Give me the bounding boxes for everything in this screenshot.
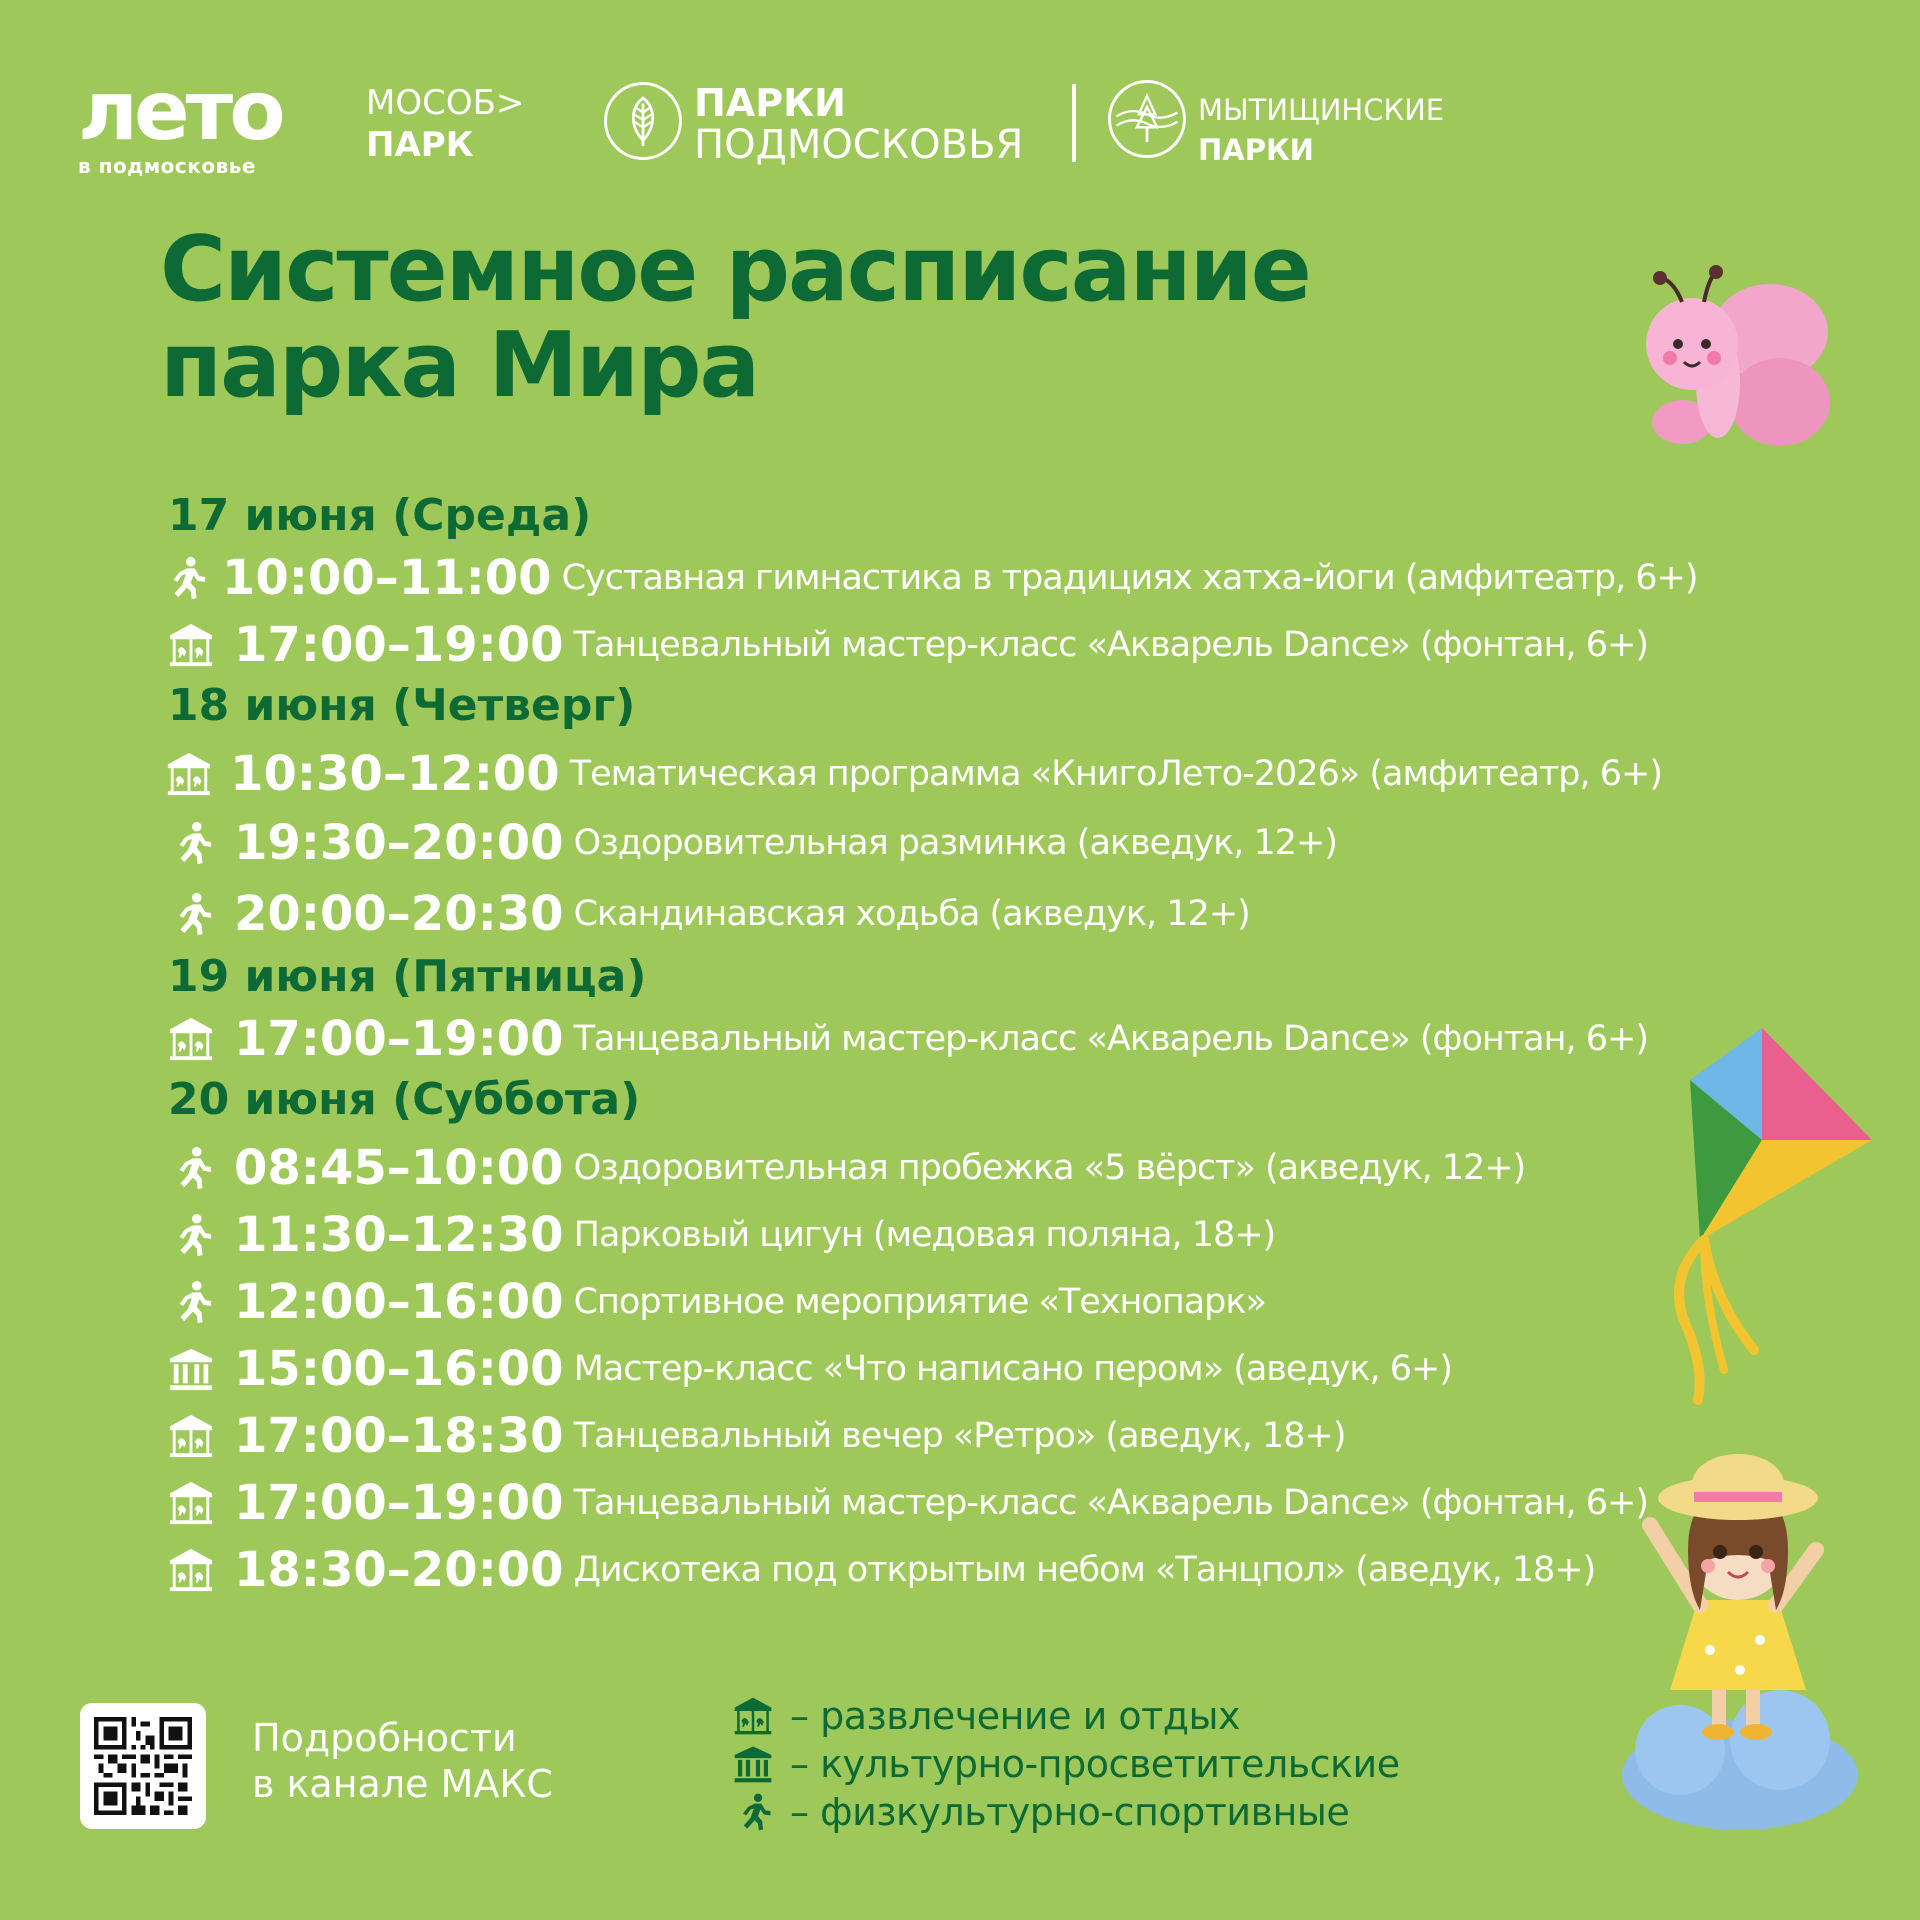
details-line1: Подробности: [252, 1716, 517, 1760]
carousel-icon: [162, 621, 220, 669]
event-description: Мастер-класс «Что написано пером» (аведук, 6+): [573, 1348, 1453, 1389]
carousel-icon: [730, 1696, 776, 1736]
event-time: 15:00–16:00: [234, 1340, 564, 1397]
event-time: 18:30–20:00: [234, 1541, 564, 1598]
sport-runner-icon: [162, 1278, 220, 1326]
event-time: 17:00–19:00: [234, 1474, 564, 1531]
leto-logo: [78, 64, 308, 178]
legend-item: [730, 1740, 1400, 1788]
day-header: 20 июня (Суббота): [168, 1074, 641, 1125]
event-description: Танцевальный мастер-класс «Акварель Dance» (фонтан, 6+): [573, 1018, 1648, 1059]
event-row: [162, 1469, 1662, 1536]
parki-line1: ПАРКИ: [694, 81, 846, 125]
legend: [730, 1692, 1400, 1836]
legend-label: – культурно-просветительские: [790, 1742, 1400, 1786]
sport-runner-icon: [162, 554, 208, 602]
event-row: [162, 544, 1698, 611]
event-row: [162, 1536, 1662, 1603]
event-time: 12:00–16:00: [234, 1273, 564, 1330]
event-description: Суставная гимнастика в традициях хатха-йоги (амфитеатр, 6+): [561, 557, 1698, 598]
event-time: 08:45–10:00: [234, 1139, 564, 1196]
kite-illustration: [1640, 1020, 1890, 1410]
event-description: Парковый цигун (медовая поляна, 18+): [573, 1214, 1276, 1255]
leaf-emblem-icon: [604, 82, 682, 160]
event-row: [162, 1268, 1662, 1335]
event-description: Танцевальный мастер-класс «Акварель Dance» (фонтан, 6+): [573, 1482, 1648, 1523]
title-line1: Системное расписание: [160, 217, 1310, 322]
event-time: 19:30–20:00: [234, 815, 564, 871]
event-row: [162, 879, 1662, 949]
event-description: Спортивное мероприятие «Технопарк»: [573, 1281, 1266, 1322]
details-caption: [252, 1715, 553, 1807]
mosobpark-line2: ПАРК: [366, 125, 474, 165]
day-header: 19 июня (Пятница): [168, 951, 647, 1002]
legend-label: – развлечение и отдых: [790, 1694, 1241, 1738]
girl-on-cloud-illustration: [1610, 1440, 1870, 1840]
event-description: Оздоровительная пробежка «5 вёрст» (акведук, 12+): [573, 1147, 1526, 1188]
sport-runner-icon: [162, 890, 220, 938]
event-row: [162, 1005, 1662, 1072]
museum-icon: [730, 1744, 776, 1784]
mosobpark-line1: МОСОБ>: [366, 83, 525, 123]
qr-code-icon: [94, 1717, 192, 1815]
mytishchi-line2: ПАРКИ: [1198, 133, 1314, 167]
carousel-icon: [162, 750, 216, 798]
event-row: [162, 611, 1662, 678]
legend-label: – физкультурно-спортивные: [790, 1790, 1350, 1834]
event-row: [162, 1201, 1662, 1268]
parki-line2: ПОДМОСКОВЬЯ: [694, 122, 1024, 168]
mytishchi-line1: МЫТИЩИНСКИЕ: [1198, 93, 1445, 127]
event-time: 11:30–12:30: [234, 1206, 564, 1263]
event-time: 10:00–11:00: [222, 549, 552, 606]
carousel-icon: [162, 1546, 220, 1594]
event-description: Танцевальный мастер-класс «Акварель Dance» (фонтан, 6+): [573, 624, 1648, 665]
sport-runner-icon: [162, 1211, 220, 1259]
carousel-icon: [162, 1412, 220, 1460]
tree-emblem-icon: [1108, 80, 1186, 158]
title-line2: парка Мира: [160, 313, 759, 418]
day-header: 17 июня (Среда): [168, 490, 592, 541]
day-header: 18 июня (Четверг): [168, 680, 636, 731]
legend-item: [730, 1692, 1400, 1740]
event-time: 10:30–12:00: [230, 745, 560, 802]
event-row: [162, 1134, 1662, 1201]
sport-runner-icon: [162, 819, 220, 867]
sport-runner-icon: [730, 1792, 776, 1832]
event-description: Скандинавская ходьба (акведук, 12+): [573, 894, 1250, 934]
event-description: Танцевальный вечер «Ретро» (аведук, 18+): [573, 1415, 1346, 1456]
legend-item: [730, 1788, 1400, 1836]
leto-logo-text: лето: [78, 64, 282, 159]
schedule: [162, 488, 1698, 1603]
museum-icon: [162, 1345, 220, 1393]
page-title: [160, 217, 1400, 418]
event-time: 17:00–19:00: [234, 1010, 564, 1067]
mosobpark-logo: [366, 82, 524, 166]
event-row: [162, 1402, 1662, 1469]
event-row: [162, 740, 1662, 807]
event-time: 20:00–20:30: [234, 886, 564, 942]
event-description: Оздоровительная разминка (акведук, 12+): [573, 823, 1338, 863]
butterfly-illustration: [1630, 262, 1840, 472]
leto-logo-subtext: в подмосковье: [78, 154, 256, 178]
event-description: Дискотека под открытым небом «Танцпол» (аведук, 18+): [573, 1549, 1596, 1590]
sport-runner-icon: [162, 1144, 220, 1192]
event-description: Тематическая программа «КнигоЛето-2026» (амфитеатр, 6+): [569, 753, 1662, 794]
logo-divider: [1072, 84, 1076, 162]
carousel-icon: [162, 1015, 220, 1063]
qr-code[interactable]: [80, 1703, 206, 1829]
event-time: 17:00–18:30: [234, 1407, 564, 1464]
event-row: [162, 807, 1662, 879]
event-time: 17:00–19:00: [234, 616, 564, 673]
carousel-icon: [162, 1479, 220, 1527]
event-row: [162, 1335, 1662, 1402]
details-line2: в канале МАКС: [252, 1762, 553, 1806]
